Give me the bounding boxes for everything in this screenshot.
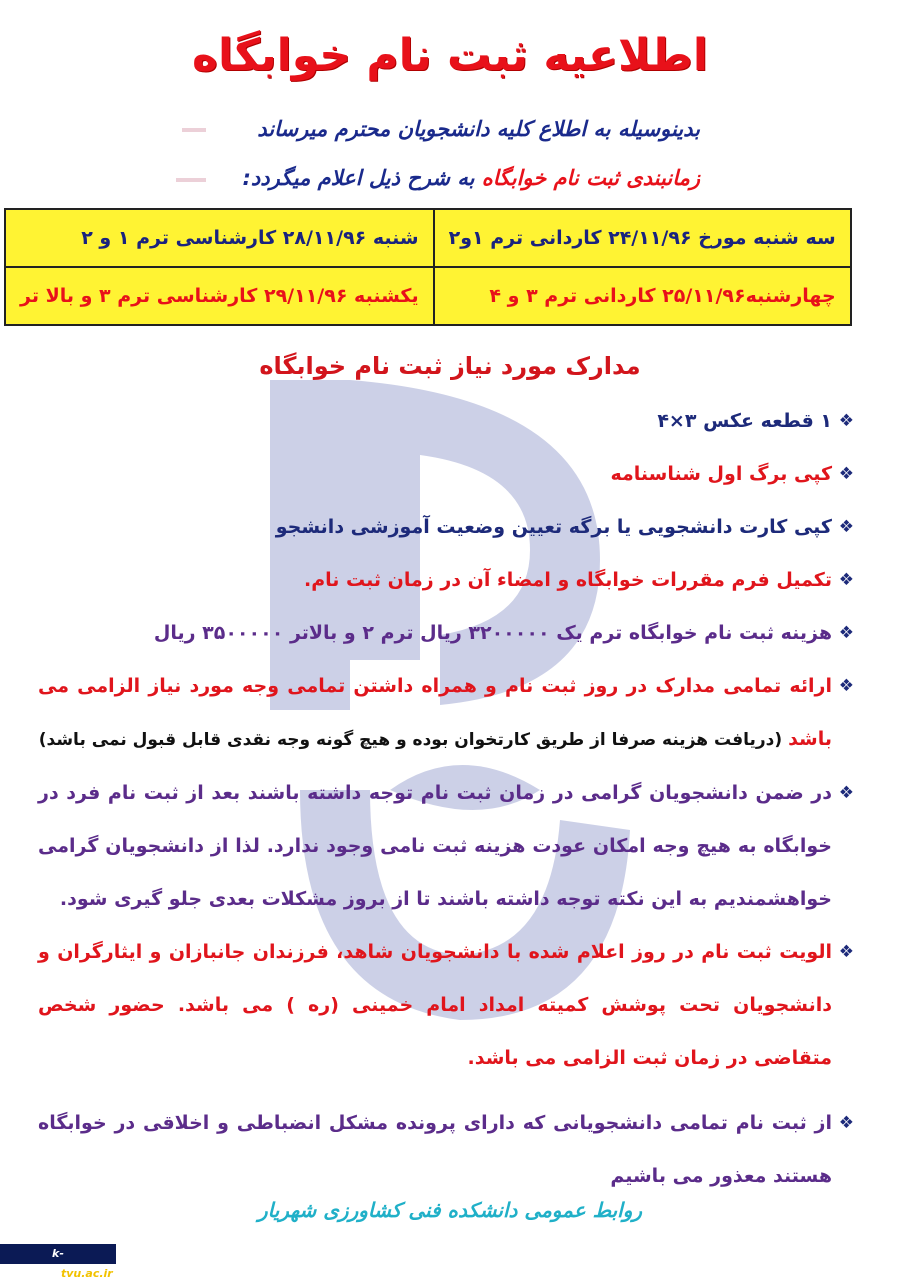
item-text: هزینه ثبت نام خوابگاه ترم یک ۳۲۰۰۰۰۰ ریال ترم ۲ و بالاتر ۳۵۰۰۰۰۰ ریال — [153, 622, 832, 644]
schedule-table — [4, 208, 852, 326]
item-text-red: باشد — [788, 728, 832, 750]
item-note: (دریافت هزینه صرفا از طریق کارتخوان بوده و هیچ گونه وجه نقدی قابل قبول نمی باشد) — [38, 730, 789, 750]
list-item — [38, 395, 854, 448]
schedule-cell: چهارشنبه۲۵/۱۱/۹۶ کاردانی ترم ۳ و ۴ — [434, 267, 851, 325]
intro-underline-1 — [182, 128, 206, 132]
documents-heading: مدارک مورد نیاز ثبت نام خوابگاه — [259, 352, 641, 380]
list-item — [38, 926, 854, 1085]
list-item — [38, 767, 854, 926]
schedule-row — [5, 209, 851, 267]
item-text: کپی برگ اول شناسنامه — [610, 463, 832, 485]
list-item — [38, 448, 854, 501]
intro-highlight: زمانبندی ثبت نام خوابگاه — [481, 166, 700, 190]
list-item — [38, 501, 854, 554]
list-item — [38, 660, 854, 767]
item-text: الویت ثبت نام در روز اعلام شده با دانشجویان شاهد، فرزندان جانبازان و ایثارگران و دانشجویان تحت پوشش کمیته امداد امام خمینی (ره ) می باشد. حضور شخص متقاضی در زمان ثبت الزامی می باشد. — [38, 941, 832, 1069]
item-text: ارائه تمامی مدارک در روز ثبت نام و همراه داشتن تمامی وجه مورد نیاز الزامی می — [38, 675, 832, 697]
website-badge[interactable] — [0, 1244, 116, 1280]
item-text: از ثبت نام تمامی دانشجویانی که دارای پرونده مشکل انضباطی و اخلاقی در خوابگاه هستند معذور می باشیم — [38, 1112, 832, 1187]
badge-domain-highlight: tvu.ac.ir — [60, 1267, 113, 1280]
bullet-icon: ❖ — [838, 942, 854, 962]
bullet-icon: ❖ — [838, 783, 854, 803]
announcement-title: اطلاعیه ثبت نام خوابگاه — [192, 30, 708, 81]
requirements-list — [38, 395, 854, 1203]
badge-domain: k-shahryar. — [3, 1247, 64, 1280]
bullet-icon: ❖ — [838, 623, 854, 643]
intro-rest: به شرح ذیل اعلام میگردد: — [242, 166, 482, 190]
list-item — [38, 554, 854, 607]
item-text: تکمیل فرم مقررات خوابگاه و امضاء آن در زمان ثبت نام. — [304, 569, 832, 591]
list-item — [38, 607, 854, 660]
bullet-icon: ❖ — [838, 517, 854, 537]
intro-underline-2 — [176, 178, 206, 182]
footer-signature: روابط عمومی دانشکده فنی کشاورزی شهریار — [257, 1198, 643, 1222]
schedule-cell: شنبه ۲۸/۱۱/۹۶ کارشناسی ترم ۱ و ۲ — [5, 209, 434, 267]
bullet-icon: ❖ — [838, 464, 854, 484]
item-text: در ضمن دانشجویان گرامی در زمان ثبت نام توجه داشته باشند بعد از ثبت نام فرد در خوابگاه به هیچ وجه امکان عودت هزینه ثبت نامی وجود ندارد. لذا از دانشجویان گرامی خواهشمندیم به این نکته توجه داشته باشند تا از بروز مشکلات بعدی جلو گیری شود. — [38, 782, 832, 910]
bullet-icon: ❖ — [838, 411, 854, 431]
schedule-cell: یکشنبه ۲۹/۱۱/۹۶ کارشناسی ترم ۳ و بالا تر — [5, 267, 434, 325]
bullet-icon: ❖ — [838, 1113, 854, 1133]
intro-line-1: بدینوسیله به اطلاع کلیه دانشجویان محترم میرساند — [257, 117, 700, 141]
item-text: ۱ قطعه عکس ۳×۴ — [657, 410, 832, 432]
spacer — [38, 1085, 854, 1097]
item-text: کپی کارت دانشجویی یا برگه تعیین وضعیت آموزشی دانشجو — [275, 516, 832, 538]
intro-line-2 — [242, 166, 700, 190]
schedule-row — [5, 267, 851, 325]
schedule-cell: سه شنبه مورخ ۲۴/۱۱/۹۶ کاردانی ترم ۱و۲ — [434, 209, 851, 267]
bullet-icon: ❖ — [838, 676, 854, 696]
list-item — [38, 1097, 854, 1203]
bullet-icon: ❖ — [838, 570, 854, 590]
